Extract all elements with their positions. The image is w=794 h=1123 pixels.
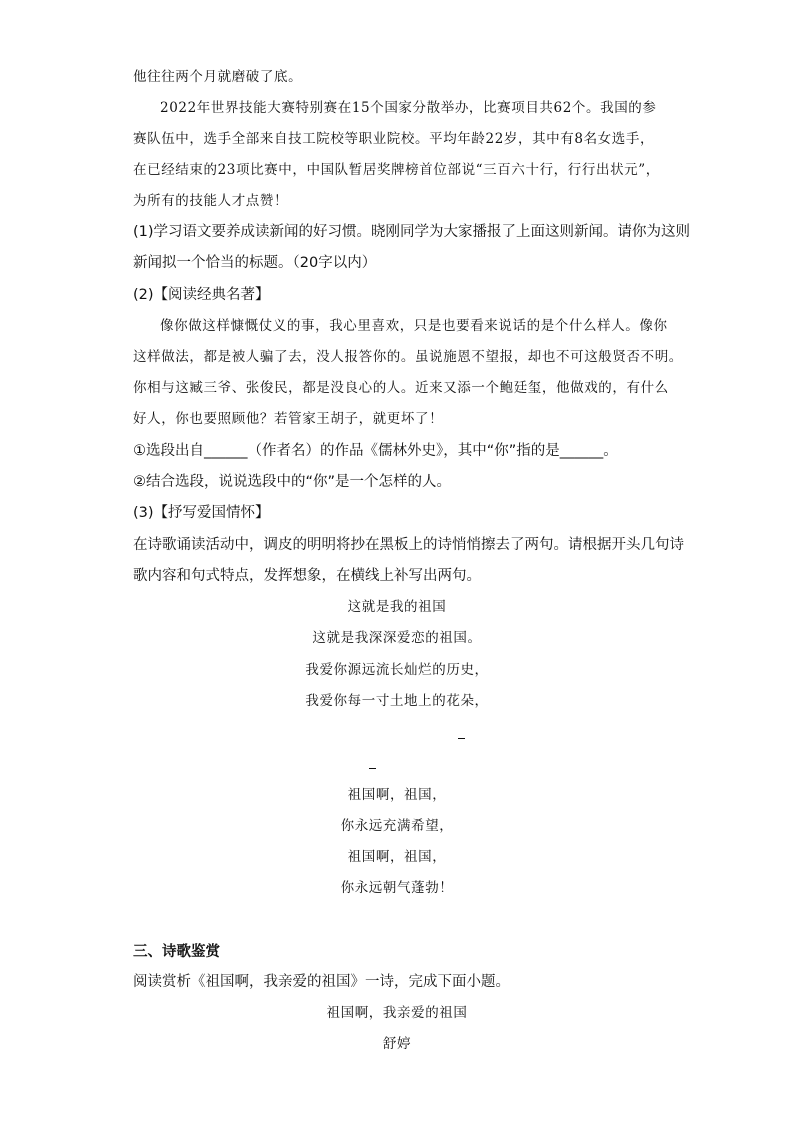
answer-blank-line-1[interactable]: [458, 738, 465, 739]
question-2-sub-1: ①选段出自______（作者名）的作品《儒林外史》，其中“你”指的是______。: [133, 443, 618, 459]
poem-line-3: 我爱你源远流长灿烂的历史，: [305, 662, 489, 678]
question-2-heading: (2)【阅读经典名著】: [133, 287, 270, 303]
news-line-1: 2022年世界技能大赛特别赛在15个国家分散举办，比赛项目共62个。我国的参: [160, 100, 657, 116]
poem-title: 祖国啊，我亲爱的祖国: [326, 1005, 468, 1021]
question-1-line-1: (1)学习语文要养成读新闻的好习惯。晓刚同学为大家播报了上面这则新闻。请你为这则: [133, 224, 691, 240]
news-line-4: 为所有的技能人才点赞！: [133, 193, 289, 209]
poem-line-5: 祖国啊，祖国，: [347, 787, 447, 803]
poem-line-4: 我爱你每一寸土地上的花朵，: [305, 693, 489, 709]
excerpt-line-3: 你相与这臧三爷、张俊民，都是没良心的人。近来又添一个鲍廷玺，他做戏的，有什么: [133, 380, 669, 396]
news-line-2: 赛队伍中，选手全部来自技工院校等职业院校。平均年龄22岁，其中有8名女选手，: [133, 131, 655, 147]
question-3-instr-2: 歌内容和句式特点，发挥想象，在横线上补写出两句。: [133, 568, 481, 584]
question-3-heading: (3)【抒写爱国情怀】: [133, 505, 270, 521]
poem-line-7: 祖国啊，祖国，: [347, 849, 447, 865]
section-3-instruction: 阅读赏析《祖国啊，我亲爱的祖国》一诗，完成下面小题。: [133, 974, 510, 990]
poem-line-8: 你永远朝气蓬勃！: [340, 880, 454, 896]
question-1-line-2: 新闻拟一个恰当的标题。（20字以内）: [133, 255, 377, 271]
poem-line-6: 你永远充满希望，: [340, 818, 454, 834]
poem-line-1: 这就是我的祖国: [347, 599, 447, 615]
poem-line-2: 这就是我深深爱恋的祖国。: [312, 630, 482, 646]
news-line-3: 在已经结束的23项比赛中，中国队暂居奖牌榜首位部说“三百六十行，行行出状元”，: [133, 162, 660, 178]
answer-blank-line-2[interactable]: [369, 768, 376, 769]
question-3-instr-1: 在诗歌诵读活动中，调皮的明明将抄在黑板上的诗悄悄擦去了两句。请根据开头几句诗: [133, 537, 684, 553]
excerpt-line-1: 像你做这样慷慨仗义的事，我心里喜欢，只是也要看来说话的是个什么样人。像你: [160, 318, 668, 334]
question-2-sub-2: ②结合选段，说说选段中的“你”是一个怎样的人。: [133, 474, 452, 490]
poem-author: 舒婷: [382, 1036, 412, 1052]
news-line-0: 他往往两个月就磨破了底。: [133, 69, 303, 85]
excerpt-line-2: 这样做法，都是被人骗了去，没人报答你的。虽说施恩不望报，却也不可这般贤否不明。: [133, 349, 683, 365]
excerpt-line-4: 好人，你也要照顾他？若管家王胡子，就更坏了！: [133, 411, 444, 427]
section-3-heading: 三、诗歌鉴赏: [133, 944, 220, 960]
